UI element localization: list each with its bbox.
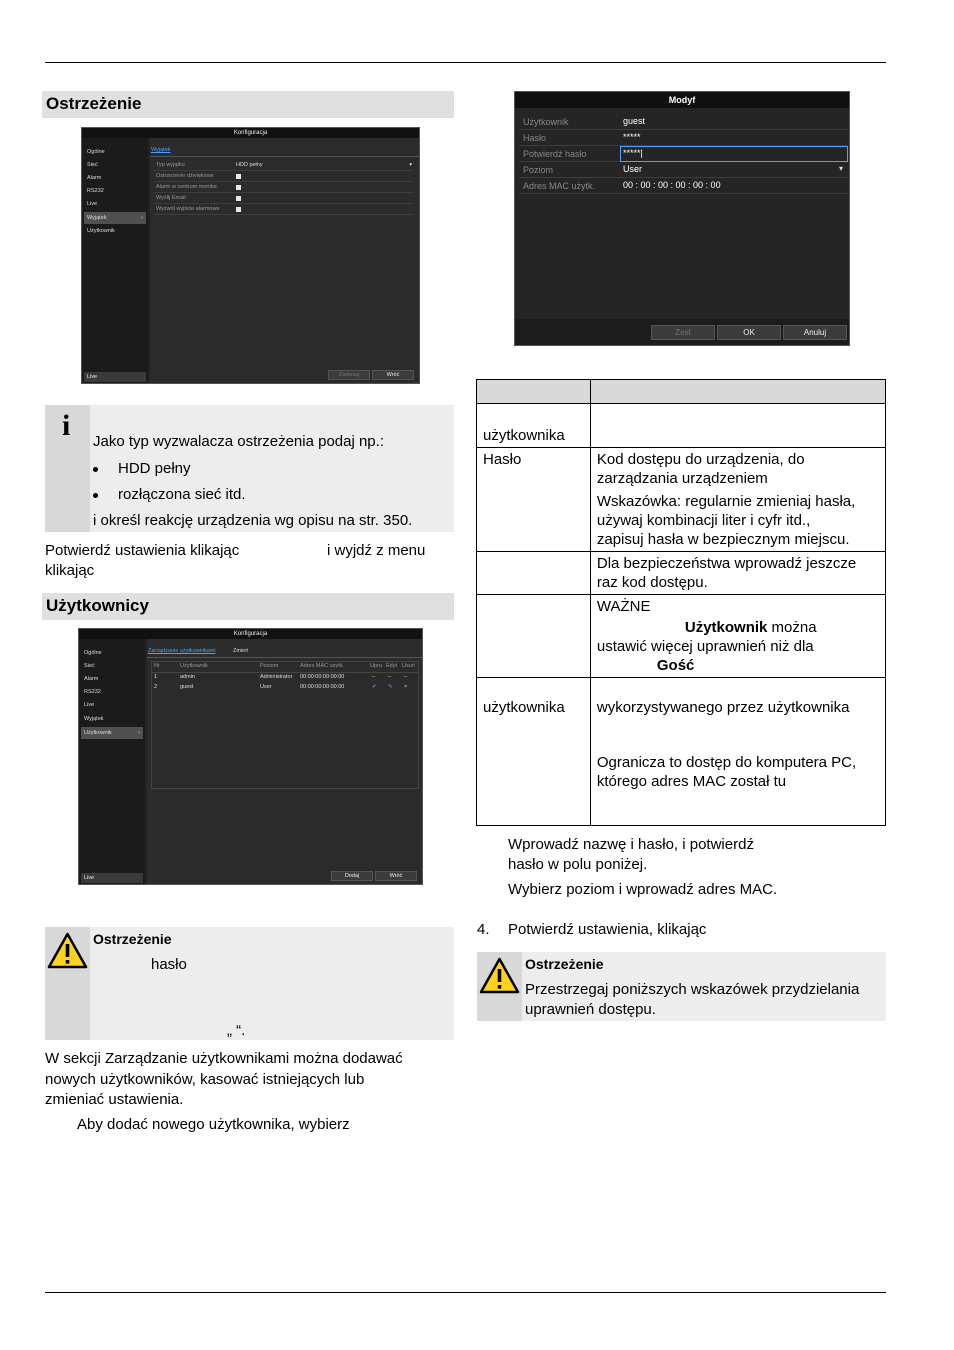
info-icon: i bbox=[62, 409, 71, 442]
row-level: Administrator bbox=[260, 674, 293, 680]
dialog-button-bar bbox=[515, 319, 849, 345]
param-desc bbox=[590, 595, 885, 678]
level-field[interactable] bbox=[519, 162, 847, 178]
confirm-password-input[interactable]: *****| bbox=[623, 148, 643, 158]
username-input[interactable]: guest bbox=[623, 116, 646, 126]
desc-line: WAŻNE bbox=[596, 598, 651, 615]
info-icon-column bbox=[45, 405, 90, 532]
row-rights: – bbox=[372, 674, 376, 680]
divider bbox=[150, 156, 419, 157]
ok-button[interactable]: OK bbox=[717, 325, 781, 340]
col-header: Adres MAC użytk. bbox=[300, 663, 345, 669]
desc-line: Wskazówka: regularnie zmieniaj hasła, bbox=[596, 493, 856, 510]
cancel-button[interactable]: Anuluj bbox=[783, 325, 847, 340]
sidebar-item-alarm[interactable]: Alarm bbox=[87, 175, 102, 181]
sidebar-item-exception[interactable] bbox=[84, 212, 146, 224]
exception-type-row bbox=[154, 160, 414, 171]
add-button[interactable]: Dodaj bbox=[331, 871, 373, 881]
body-text: i wyjdź z menu bbox=[327, 542, 426, 559]
main-panel bbox=[147, 639, 422, 884]
option-row bbox=[154, 204, 414, 215]
sidebar-item-live[interactable]: Live bbox=[84, 702, 95, 708]
delete-icon[interactable]: × bbox=[404, 684, 408, 690]
apply-button[interactable]: Zastosuj bbox=[328, 370, 370, 380]
info-bullet: HDD pełny bbox=[118, 460, 191, 477]
section-title-warning: Ostrzeżenie bbox=[42, 91, 454, 118]
desc-line: raz kod dostępu. bbox=[596, 574, 708, 591]
checkbox[interactable] bbox=[236, 174, 241, 179]
exception-type-label: Typ wyjątku bbox=[156, 162, 185, 168]
back-button[interactable]: Wróć bbox=[375, 871, 417, 881]
option-label: Wyślij Email bbox=[156, 195, 186, 201]
sidebar-item-general[interactable]: Ogólne bbox=[84, 650, 102, 656]
param-name bbox=[477, 595, 591, 678]
col-header: Poziom bbox=[260, 663, 279, 669]
field-label: Poziom bbox=[523, 165, 554, 175]
row-edit: – bbox=[388, 674, 392, 680]
step-number: 4. bbox=[477, 921, 490, 938]
parameter-table bbox=[476, 379, 886, 826]
warning-text: uprawnień dostępu. bbox=[525, 1001, 656, 1018]
field-label: Adres MAC użytk. bbox=[523, 181, 596, 191]
param-desc bbox=[590, 552, 885, 595]
live-button[interactable]: Live bbox=[84, 372, 146, 382]
desc-line: wykorzystywanego przez użytkownika bbox=[596, 699, 850, 716]
table-row bbox=[477, 595, 886, 678]
info-text: i określ reakcję urządzenia wg opisu na str. 350. bbox=[93, 512, 413, 529]
warning-icon bbox=[477, 954, 522, 999]
password-field[interactable] bbox=[519, 130, 847, 146]
sidebar-item-user[interactable]: Użytkownik bbox=[87, 228, 115, 234]
option-row bbox=[154, 193, 414, 204]
desc-line: ustawić więcej uprawnień niż dla bbox=[596, 638, 814, 655]
permission-icon[interactable]: ✔ bbox=[372, 684, 377, 690]
sidebar-item-rs232[interactable]: RS232 bbox=[87, 188, 104, 194]
warning-icon-column bbox=[477, 952, 522, 1021]
desc-bold: Użytkownik bbox=[684, 619, 768, 636]
option-row bbox=[154, 182, 414, 193]
sidebar-item-live[interactable]: Live bbox=[87, 201, 98, 207]
col-header: Upra bbox=[370, 663, 382, 669]
row-mac: 00:00:00:00:00:00 bbox=[300, 674, 345, 680]
option-label: Alarm w centrum monitor. bbox=[156, 184, 219, 190]
step-text: Potwierdź ustawienia, klikając bbox=[508, 921, 707, 938]
dvr-exception-screenshot bbox=[81, 127, 420, 384]
table-row bbox=[477, 404, 886, 448]
row-delete: – bbox=[404, 674, 408, 680]
sidebar bbox=[79, 639, 145, 884]
header-divider bbox=[152, 672, 418, 673]
info-text: Jako typ wyzwalacza ostrzeżenia podaj np.: bbox=[93, 433, 384, 450]
live-button[interactable]: Live bbox=[81, 873, 143, 883]
sidebar-item-network[interactable]: Sieć bbox=[87, 162, 98, 168]
body-text: zmieniać ustawienia. bbox=[45, 1091, 184, 1108]
param-desc bbox=[590, 448, 885, 552]
desc-line: zarządzania urządzeniem bbox=[596, 470, 768, 487]
field-label: Hasło bbox=[523, 133, 547, 143]
mac-field[interactable] bbox=[519, 178, 847, 194]
step-text: Aby dodać nowego użytkownika, wybierz bbox=[77, 1116, 350, 1133]
body-text: nowych użytkowników, kasować istniejących lub bbox=[45, 1071, 365, 1088]
window-title: Konfiguracja bbox=[82, 128, 419, 138]
step-text: Wprowadź nazwę i hasło, i potwierdź bbox=[508, 836, 754, 853]
checkbox[interactable] bbox=[236, 207, 241, 212]
table-row bbox=[477, 678, 886, 826]
header-cell bbox=[477, 380, 591, 404]
param-name: użytkownika bbox=[477, 404, 591, 448]
sidebar-item-user[interactable] bbox=[81, 727, 143, 739]
chevron-down-icon: ▾ bbox=[838, 164, 843, 173]
desc-line: Kod dostępu do urządzenia, do bbox=[596, 451, 805, 468]
divider bbox=[147, 657, 422, 658]
bottom-rule bbox=[45, 1292, 886, 1293]
chevron-right-icon: › bbox=[138, 730, 140, 736]
password-input[interactable]: ***** bbox=[623, 132, 641, 142]
warning-quote: „ “. bbox=[227, 1022, 246, 1039]
row-mac: 00:00:00:00:00:00 bbox=[300, 684, 345, 690]
tab-exception[interactable]: Wyjątek bbox=[151, 147, 171, 153]
desc-bold: Gość bbox=[656, 657, 695, 674]
param-desc bbox=[590, 404, 885, 448]
warning-box bbox=[477, 952, 886, 1021]
sidebar-item-network[interactable]: Sieć bbox=[84, 663, 95, 669]
sidebar bbox=[82, 138, 148, 383]
save-button[interactable]: Zest bbox=[651, 325, 715, 340]
checkbox[interactable] bbox=[236, 196, 241, 201]
window-title: Konfiguracja bbox=[79, 629, 422, 639]
param-name bbox=[477, 552, 591, 595]
warning-text: Przestrzegaj poniższych wskazówek przydzielania bbox=[525, 981, 860, 998]
desc-line: Ogranicza to dostęp do komputera PC, bbox=[596, 754, 857, 771]
chevron-right-icon: › bbox=[141, 215, 143, 221]
info-box bbox=[45, 405, 454, 532]
mac-input[interactable]: 00 : 00 : 00 : 00 : 00 : 00 bbox=[623, 180, 721, 190]
back-button[interactable]: Wróć bbox=[372, 370, 414, 380]
row-level: User bbox=[260, 684, 272, 690]
row-user: guest bbox=[180, 684, 194, 690]
level-select[interactable]: User bbox=[623, 164, 643, 174]
warning-icon-column bbox=[45, 927, 90, 1040]
warning-title: Ostrzeżenie bbox=[93, 931, 172, 947]
sidebar-item-label: Użytkownik bbox=[84, 730, 112, 736]
desc-line: którego adres MAC został tu bbox=[596, 773, 787, 790]
warning-text: hasło bbox=[151, 956, 187, 973]
dialog-title: Modyf bbox=[515, 92, 849, 108]
row-number: 2 bbox=[154, 684, 158, 690]
table-row bbox=[477, 448, 886, 552]
info-bullet: rozłączona sieć itd. bbox=[118, 486, 246, 503]
desc-line: Dla bezpieczeństwa wprowadź jeszcze bbox=[596, 555, 857, 572]
sidebar-item-general[interactable]: Ogólne bbox=[87, 149, 105, 155]
bullet-icon bbox=[93, 493, 98, 498]
option-row bbox=[154, 171, 414, 182]
edit-icon[interactable]: ✎ bbox=[388, 684, 393, 690]
desc-line: zapisuj hasła w bezpiecznym miejscu. bbox=[596, 531, 850, 548]
bullet-icon bbox=[93, 467, 98, 472]
focus-outline bbox=[620, 146, 848, 162]
desc-line: używaj kombinacji liter i cyfr itd., bbox=[596, 512, 811, 529]
warning-box bbox=[45, 927, 454, 1040]
col-header: Użytkownik bbox=[180, 663, 208, 669]
field-label: Potwierdź hasło bbox=[523, 149, 587, 159]
sidebar-item-rs232[interactable]: RS232 bbox=[84, 689, 101, 695]
top-rule bbox=[45, 62, 886, 63]
option-label: Wyzwól wyjście alarmowe bbox=[156, 206, 220, 212]
table-row bbox=[477, 552, 886, 595]
row-user: admin bbox=[180, 674, 195, 680]
warning-title: Ostrzeżenie bbox=[525, 956, 604, 972]
sidebar-item-label: Wyjątek bbox=[87, 215, 107, 221]
tab-modify[interactable]: Zmień bbox=[233, 648, 249, 654]
row-number: 1 bbox=[154, 674, 158, 680]
body-text: Potwierdź ustawienia klikając bbox=[45, 542, 240, 559]
body-text: W sekcji Zarządzanie użytkownikami można dodawać bbox=[45, 1050, 403, 1067]
param-name: użytkownika bbox=[477, 678, 591, 826]
table-header-row bbox=[477, 380, 886, 404]
main-panel bbox=[150, 138, 419, 383]
col-header: Edyt bbox=[386, 663, 398, 669]
sidebar-item-alarm[interactable]: Alarm bbox=[84, 676, 99, 682]
dvr-users-screenshot bbox=[78, 628, 423, 885]
param-desc bbox=[590, 678, 885, 826]
col-header: Nr bbox=[154, 663, 160, 669]
option-label: Ostrzeżenie dźwiękowe bbox=[156, 173, 214, 179]
checkbox[interactable] bbox=[236, 185, 241, 190]
tab-user-management[interactable]: Zarządzanie użytkownikami bbox=[148, 648, 216, 654]
username-field[interactable] bbox=[519, 114, 847, 130]
chevron-down-icon: ▾ bbox=[409, 162, 412, 168]
sidebar-item-exception[interactable]: Wyjątek bbox=[84, 716, 104, 722]
users-table bbox=[151, 661, 419, 789]
warning-icon bbox=[45, 929, 90, 974]
body-text: klikając bbox=[45, 562, 95, 579]
section-title-users: Użytkownicy bbox=[42, 593, 454, 620]
confirm-password-field[interactable] bbox=[519, 146, 847, 162]
field-label: Użytkownik bbox=[523, 117, 569, 127]
modify-dialog bbox=[514, 91, 850, 346]
step-text: hasło w polu poniżej. bbox=[508, 856, 648, 873]
step-text: Wybierz poziom i wprowadź adres MAC. bbox=[508, 881, 778, 898]
exception-type-select[interactable]: HDD pełny bbox=[236, 162, 263, 168]
header-cell bbox=[590, 380, 885, 404]
desc-line: można bbox=[767, 619, 817, 636]
param-name: Hasło bbox=[477, 448, 591, 552]
col-header: Usuń bbox=[402, 663, 415, 669]
